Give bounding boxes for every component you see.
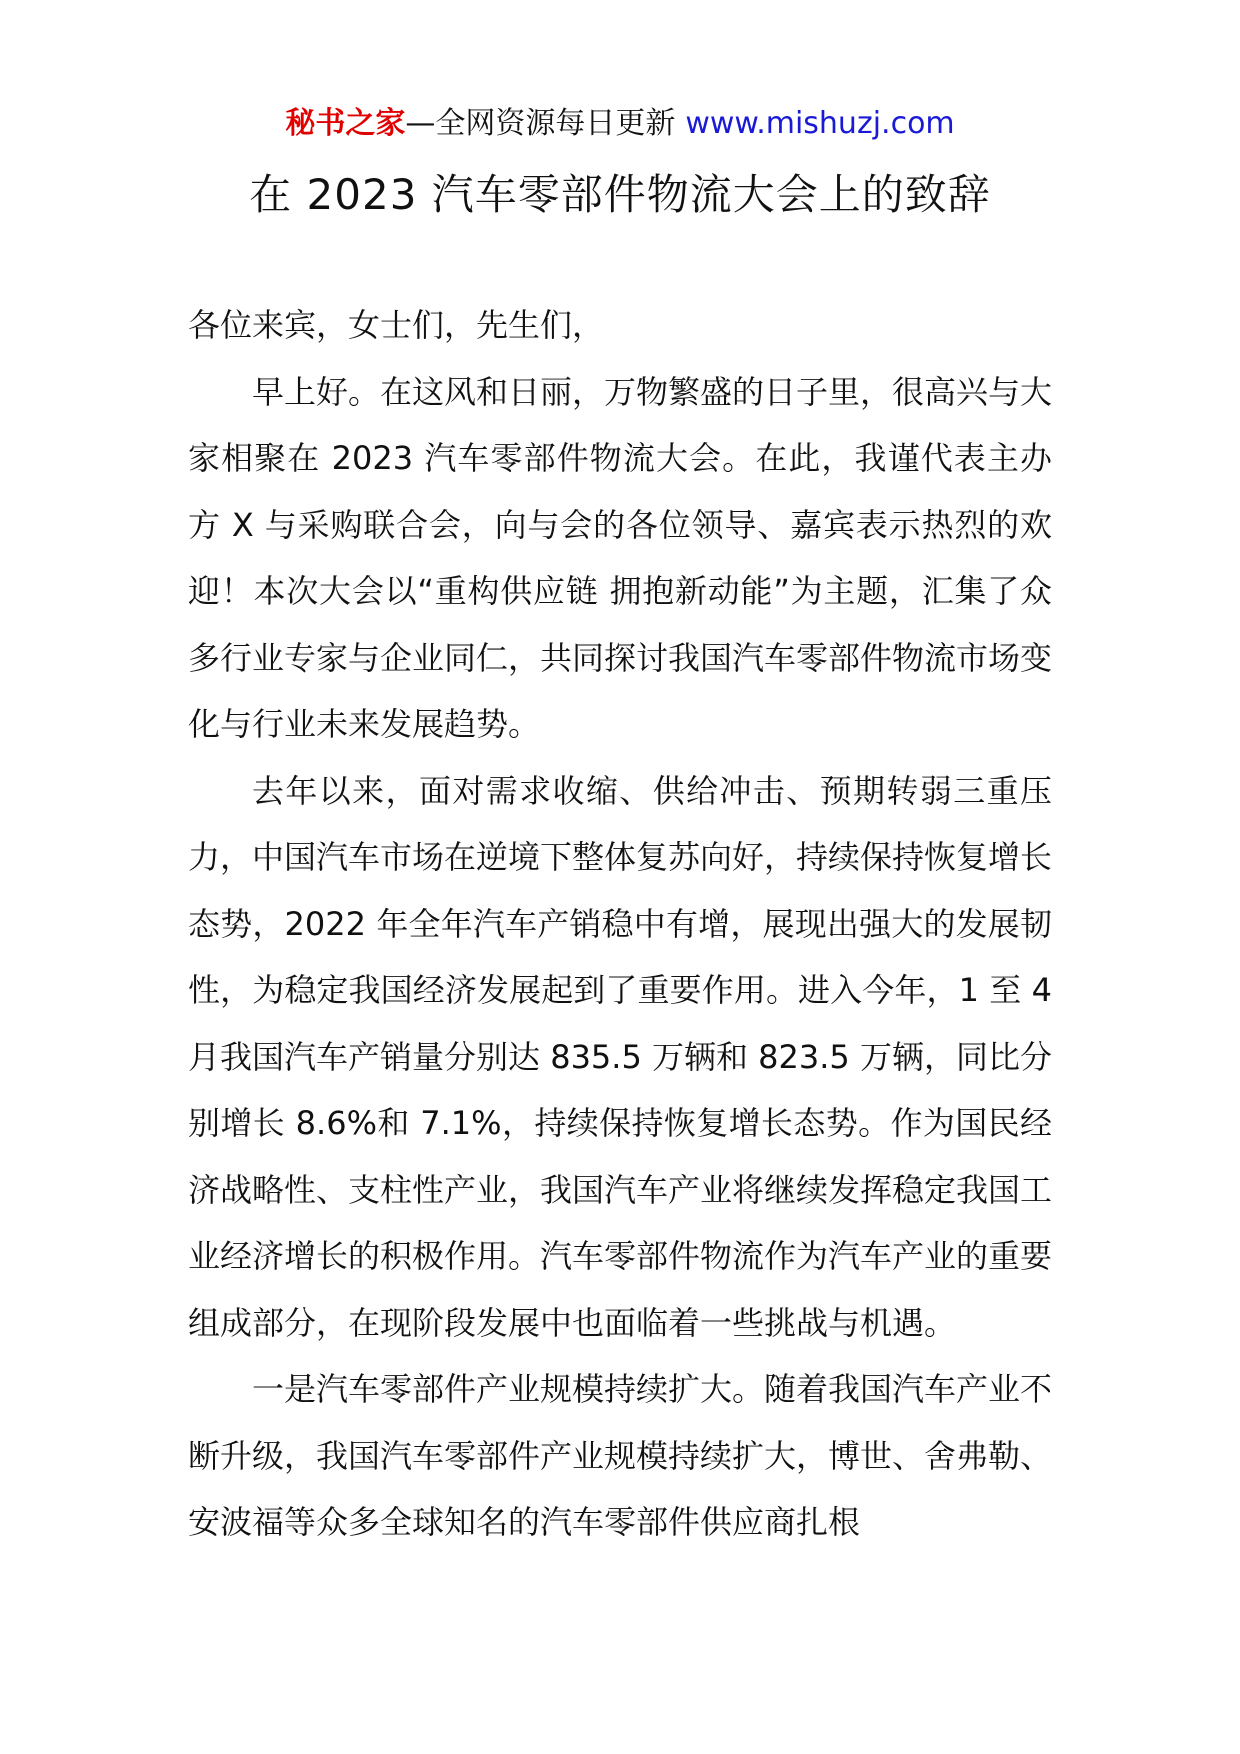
paragraph-point-one: 一是汽车零部件产业规模持续扩大。随着我国汽车产业不断升级，我国汽车零部件产业规模持续扩大，博世、舍弗勒、安波福等众多全球知名的汽车零部件供应商扎根 [188, 1370, 1053, 1541]
paragraph-market-review: 去年以来，面对需求收缩、供给冲击、预期转弱三重压力，中国汽车市场在逆境下整体复苏向好，持续保持恢复增长态势，2022 年全年汽车产销稳中有增，展现出强大的发展韧性，为稳定我国经济发展起到了重要作用。进入今年，1 至 4 月我国汽车产销量分别达 835.5 万辆和 823.5 万辆，同比分别增长 8.6%和 7.1%，持续保持恢复增长态势。作为国民经济战略性、支柱性产业，我国汽车产业将继续发挥稳定我国工业经济增长的积极作用。汽车零部件物流作为汽车产业的重要组成部分，在现阶段发展中也面临着一些挑战与机遇。 [188, 771, 1053, 1342]
brand-name: 秘书之家 [285, 106, 406, 141]
paragraph-opening: 早上好。在这风和日丽，万物繁盛的日子里，很高兴与大家相聚在 2023 汽车零部件物流大会。在此，我谨代表主办方 X 与采购联合会，向与会的各位领导、嘉宾表示热烈的欢迎！本次大会以“重构供应链 拥抱新动能”为主题，汇集了众多行业专家与企业同仁，共同探讨我国汽车零部件物流市场变化与行业未来发展趋势。 [188, 372, 1053, 743]
salutation: 各位来宾，女士们，先生们， [188, 306, 605, 344]
site-url-link[interactable]: www.mishuzj.com [685, 106, 955, 141]
document-title: 在 2023 汽车零部件物流大会上的致辞 [249, 170, 991, 219]
site-header [0, 100, 1240, 148]
header-tagline: —全网资源每日更新 [405, 106, 676, 141]
document-body [188, 292, 1052, 1556]
